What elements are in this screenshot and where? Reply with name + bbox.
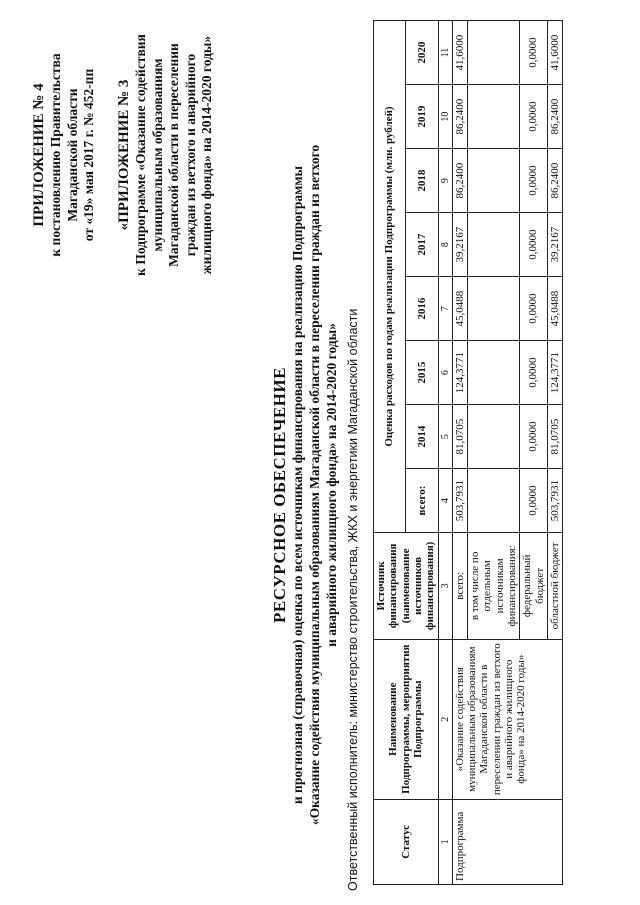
appendix-3-line-3: Магаданской области в переселении [166,43,182,267]
appendix-4-header [30,5,98,305]
value-cell: 86,2400 [547,85,562,149]
header-2017: 2017 [406,213,438,277]
subtitle-line-1: и прогнозная (справочная) оценка по всем источникам финансирования на реализацию Подпрограммы [290,165,305,805]
appendix-3-line-2: муниципальным образованиям [149,58,165,252]
value-cell [468,149,520,213]
value-cell [468,341,520,405]
value-cell: 0,0000 [520,85,548,149]
value-cell: 45,0488 [452,277,467,341]
value-cell: 0,0000 [520,469,548,533]
appendix-4-line-1: к постановлению Правительства [48,53,64,257]
appendix-4-line-3: от «19» мая 2017 г. № 452-пп [81,68,97,242]
value-cell [468,469,520,533]
header-2020: 2020 [406,21,438,85]
appendix-3-header [115,5,216,305]
table-header-row [374,21,406,885]
value-cell: 0,0000 [520,341,548,405]
header-2018: 2018 [406,149,438,213]
header-2015: 2015 [406,341,438,405]
source-cell: федеральный бюджет [520,533,548,640]
subtitle-line-3: и аварийного жилищного фонда» на 2014-2020 годы» [323,323,339,647]
column-number-row [438,21,452,885]
header-2014: 2014 [406,405,438,469]
source-cell: всего: [452,533,467,640]
appendix-4-line-2: Магаданской области [64,88,80,222]
value-cell: 86,2400 [452,85,467,149]
source-cell: областной бюджет [547,533,562,640]
header-source: Источник финансирования (наименование источников финансирования) [374,533,439,640]
header-total: всего: [406,469,438,533]
value-cell: 39,2167 [547,213,562,277]
subtitle-line-2: «Оказание содействия муниципальным образованиям Магаданской области в переселении граждан из ветхого [306,144,322,826]
value-cell [468,21,520,85]
resource-table [373,20,563,885]
value-cell [468,405,520,469]
appendix-3-line-4: граждан из ветхого и аварийного [182,53,198,257]
value-cell: 0,0000 [520,21,548,85]
col-number: 3 [438,533,452,640]
document-subtitle [290,85,341,885]
value-cell: 503,7931 [452,469,467,533]
value-cell: 0,0000 [520,149,548,213]
status-cell: Подпрограмма [452,799,563,884]
value-cell [468,277,520,341]
header-estimate: Оценка расходов по годам реализации Подпрограммы (млн. рублей) [374,21,406,533]
value-cell [468,213,520,277]
col-number: 11 [438,21,452,85]
source-cell: в том числе по отдельным источникам финансирования: [468,533,520,640]
value-cell: 41,6000 [547,21,562,85]
value-cell: 86,2400 [547,149,562,213]
value-cell: 0,0000 [520,277,548,341]
col-number: 9 [438,149,452,213]
col-number: 5 [438,405,452,469]
appendix-3-line-1: к Подпрограмме «Оказание содействия [133,34,149,276]
header-2016: 2016 [406,277,438,341]
appendix-3-title: «ПРИЛОЖЕНИЕ № 3 [116,79,132,231]
value-cell: 39,2167 [452,213,467,277]
value-cell: 81,0705 [452,405,467,469]
appendix-4-title: ПРИЛОЖЕНИЕ № 4 [31,83,47,227]
table-row [452,21,467,885]
col-number: 8 [438,213,452,277]
responsible-executor: Ответственный исполнитель: министерство строительства, ЖКХ и энергетики Магаданской области [346,308,360,891]
col-number: 6 [438,341,452,405]
header-name: Наименование Подпрограммы, мероприятия Подпрограммы [374,639,439,799]
header-2019: 2019 [406,85,438,149]
col-number: 1 [438,799,452,884]
document-title: РЕСУРСНОЕ ОБЕСПЕЧЕНИЕ [270,367,289,623]
value-cell: 0,0000 [520,405,548,469]
col-number: 4 [438,469,452,533]
value-cell: 124,3771 [547,341,562,405]
col-number: 10 [438,85,452,149]
value-cell: 124,3771 [452,341,467,405]
col-number: 7 [438,277,452,341]
subprogram-name-cell: «Оказание содействия муниципальным образованиям Магаданской области в переселении граждан из ветхого и аварийного жилищного фонда» на 2014-2020 годы» [452,639,563,799]
value-cell [468,85,520,149]
col-number: 2 [438,639,452,799]
value-cell: 41,6000 [452,21,467,85]
appendix-3-line-5: жилищного фонда» на 2014-2020 годы» [199,35,215,275]
value-cell: 0,0000 [520,213,548,277]
value-cell: 45,0488 [547,277,562,341]
value-cell: 503,7931 [547,469,562,533]
value-cell: 86,2400 [452,149,467,213]
value-cell: 81,0705 [547,405,562,469]
header-status: Статус [374,799,439,884]
